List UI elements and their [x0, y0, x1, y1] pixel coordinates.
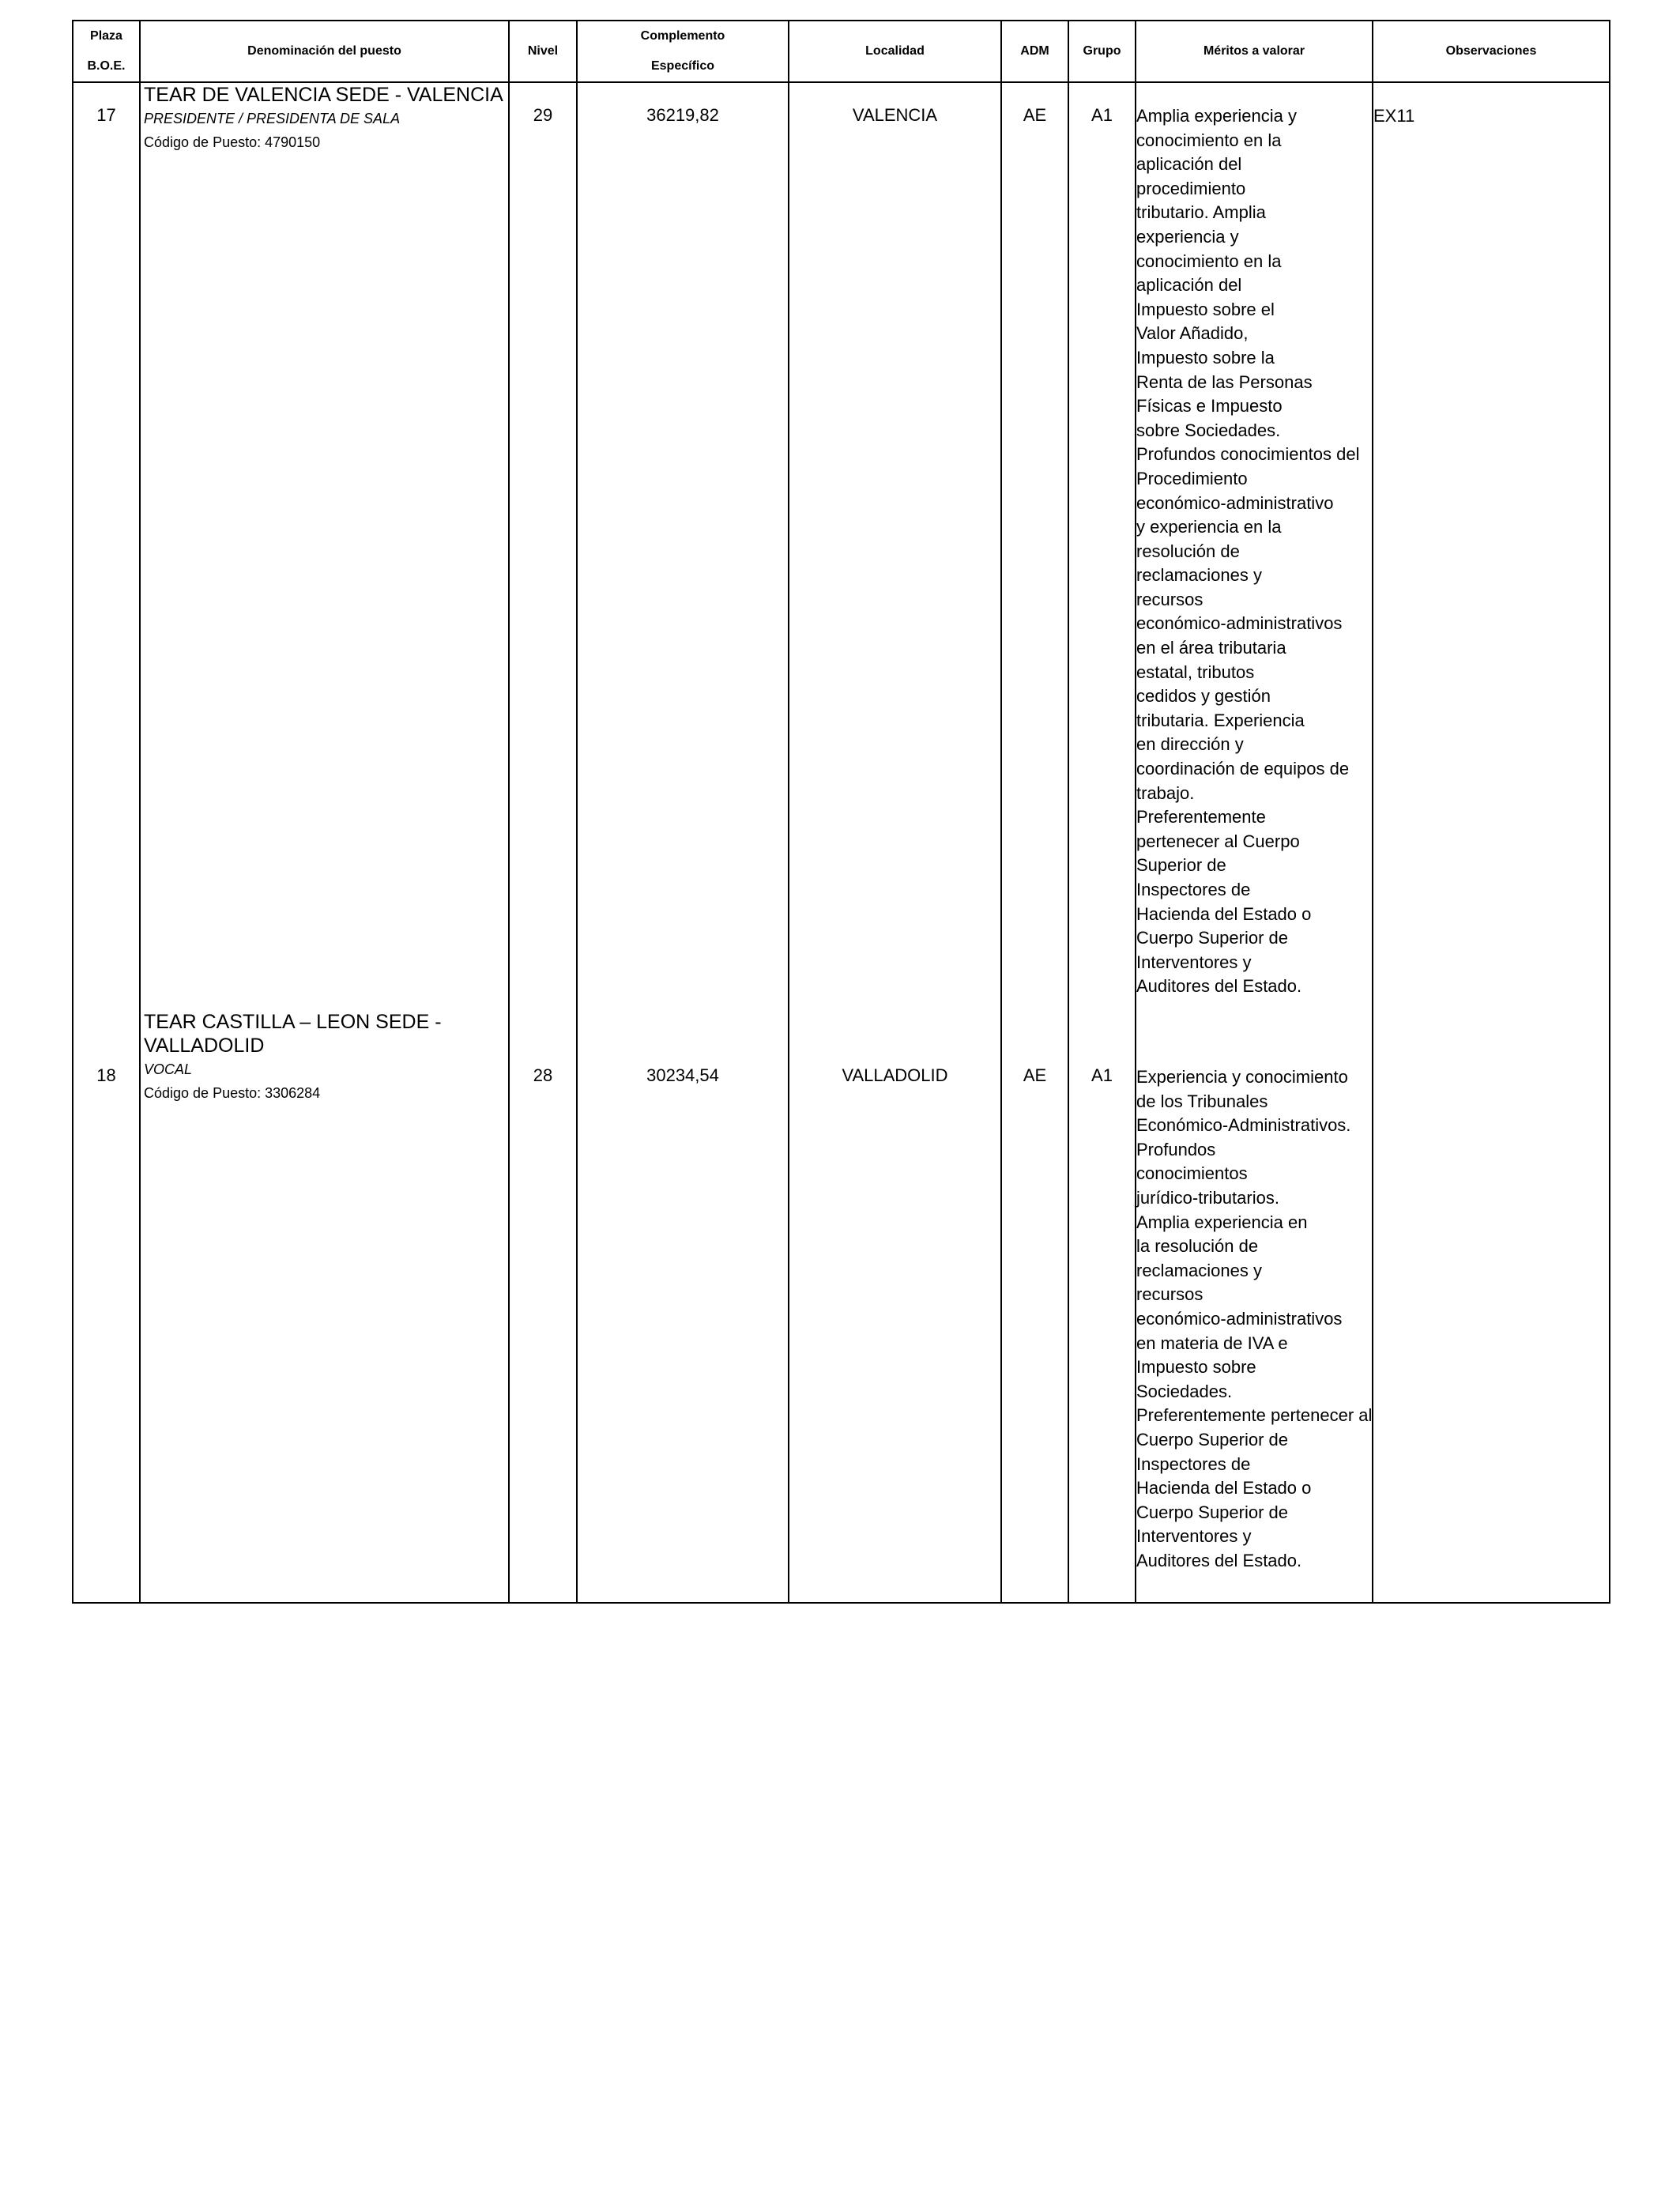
meritos-line: Cuerpo Superior de — [1136, 928, 1289, 948]
observaciones-cell — [1373, 82, 1610, 1016]
meritos-line: Cuerpo Superior de — [1136, 1502, 1289, 1522]
meritos-line: jurídico-tributarios. — [1136, 1187, 1279, 1208]
adm-cell — [1001, 82, 1068, 1016]
meritos-line: Hacienda del Estado o — [1136, 1478, 1312, 1498]
header-plaza-line1: Plaza — [90, 29, 122, 43]
meritos-line: Procedimiento — [1136, 468, 1248, 488]
meritos-line: estatal, tributos — [1136, 662, 1255, 682]
unidad-title-line2: VALLADOLID — [144, 1035, 265, 1057]
meritos-line: Interventores y — [1136, 1526, 1252, 1547]
meritos-line: aplicación del — [1136, 154, 1242, 175]
meritos-line: Amplia experiencia y — [1136, 106, 1297, 126]
nivel-value: 29 — [533, 105, 553, 125]
localidad-cell — [789, 82, 1001, 1016]
localidad-value: VALENCIA — [852, 105, 938, 125]
plaza-number: 18 — [96, 1065, 116, 1085]
header-complemento-line1: Complemento — [640, 29, 725, 43]
meritos-line: y experiencia en la — [1136, 517, 1282, 537]
meritos-line: en materia de IVA e — [1136, 1333, 1288, 1353]
table-row — [73, 82, 1610, 1016]
unidad-title: TEAR CASTILLA – LEON SEDE - — [144, 1011, 442, 1033]
codigo-puesto: Código de Puesto: 3306284 — [144, 1085, 321, 1101]
table-row — [73, 1016, 1610, 1603]
meritos-line: experiencia y — [1136, 226, 1239, 247]
meritos-line: Amplia experiencia en — [1136, 1212, 1308, 1232]
meritos-line: Impuesto sobre — [1136, 1357, 1256, 1378]
nivel-cell — [509, 1016, 577, 1603]
meritos-text — [1136, 1065, 1372, 1573]
observaciones-cell — [1373, 1016, 1610, 1603]
grupo-cell — [1068, 82, 1136, 1016]
meritos-line: Valor Añadido, — [1136, 323, 1249, 344]
meritos-cell — [1136, 1016, 1373, 1603]
header-denominacion: Denominación del puesto — [140, 21, 509, 82]
meritos-line: coordinación de equipos de — [1136, 759, 1350, 779]
unidad-title: TEAR DE VALENCIA SEDE - VALENCIA — [144, 84, 503, 106]
meritos-line: cedidos y gestión — [1136, 686, 1271, 707]
plazas-table — [72, 20, 1610, 1604]
meritos-text — [1136, 104, 1372, 999]
meritos-line: conocimientos — [1136, 1163, 1248, 1184]
meritos-line: Experiencia y conocimiento — [1136, 1067, 1348, 1087]
meritos-line: económico-administrativos — [1136, 613, 1343, 634]
meritos-line: reclamaciones y — [1136, 565, 1262, 586]
meritos-line: sobre Sociedades. — [1136, 420, 1281, 440]
header-adm: ADM — [1001, 21, 1068, 82]
nivel-cell — [509, 82, 577, 1016]
meritos-line: recursos — [1136, 589, 1203, 609]
meritos-line: Auditores del Estado. — [1136, 976, 1302, 997]
meritos-line: Hacienda del Estado o — [1136, 903, 1312, 924]
meritos-line: trabajo. — [1136, 782, 1195, 803]
header-grupo: Grupo — [1068, 21, 1136, 82]
meritos-line: Preferentemente — [1136, 807, 1266, 827]
complemento-value: 36219,82 — [646, 105, 719, 125]
meritos-line: Inspectores de — [1136, 1453, 1251, 1474]
adm-value: AE — [1023, 1065, 1047, 1085]
header-complemento — [577, 21, 789, 82]
localidad-cell — [789, 1016, 1001, 1603]
denominacion-cell — [140, 82, 509, 1016]
nivel-value: 28 — [533, 1065, 553, 1085]
header-observaciones: Observaciones — [1373, 21, 1610, 82]
meritos-line: Impuesto sobre la — [1136, 347, 1275, 368]
meritos-line: Profundos — [1136, 1139, 1216, 1159]
localidad-value: VALLADOLID — [842, 1065, 948, 1085]
meritos-line: la resolución de — [1136, 1236, 1259, 1257]
meritos-line: en el área tributaria — [1136, 638, 1286, 658]
header-complemento-line2: Específico — [650, 59, 715, 73]
grupo-value: A1 — [1091, 105, 1113, 125]
meritos-line: Interventores y — [1136, 952, 1252, 972]
meritos-line: pertenecer al Cuerpo — [1136, 831, 1300, 851]
meritos-cell — [1136, 82, 1373, 1016]
meritos-line: económico-administrativo — [1136, 492, 1334, 513]
header-plaza-line2: B.O.E. — [87, 59, 126, 73]
plaza-cell — [73, 1016, 140, 1603]
adm-cell — [1001, 1016, 1068, 1603]
meritos-line: Económico-Administrativos. — [1136, 1115, 1351, 1136]
meritos-line: tributario. Amplia — [1136, 202, 1266, 223]
header-nivel: Nivel — [509, 21, 577, 82]
meritos-line: reclamaciones y — [1136, 1260, 1262, 1280]
complemento-cell — [577, 82, 789, 1016]
meritos-line: Auditores del Estado. — [1136, 1550, 1302, 1570]
meritos-line: Renta de las Personas — [1136, 371, 1313, 392]
grupo-value: A1 — [1091, 1065, 1113, 1085]
table-header — [73, 21, 1610, 82]
meritos-line: Físicas e Impuesto — [1136, 396, 1283, 417]
meritos-line: conocimiento en la — [1136, 251, 1282, 271]
plaza-number: 17 — [96, 105, 116, 125]
puesto-name: PRESIDENTE / PRESIDENTA DE SALA — [144, 111, 401, 126]
meritos-line: tributaria. Experiencia — [1136, 710, 1305, 730]
meritos-line: Preferentemente pertenecer al — [1136, 1405, 1373, 1426]
plaza-cell — [73, 82, 140, 1016]
adm-value: AE — [1023, 105, 1047, 125]
meritos-line: Impuesto sobre el — [1136, 299, 1275, 319]
meritos-line: Cuerpo Superior de — [1136, 1429, 1289, 1449]
meritos-line: conocimiento en la — [1136, 130, 1282, 150]
meritos-line: Inspectores de — [1136, 880, 1251, 899]
meritos-line: en dirección y — [1136, 734, 1244, 755]
meritos-line: recursos — [1136, 1284, 1203, 1305]
meritos-line: aplicación del — [1136, 275, 1242, 296]
complemento-cell — [577, 1016, 789, 1603]
denominacion-cell — [140, 1011, 509, 1603]
meritos-line: Sociedades. — [1136, 1381, 1233, 1401]
puesto-name: VOCAL — [144, 1061, 193, 1077]
header-meritos: Méritos a valorar — [1136, 21, 1373, 82]
grupo-cell — [1068, 1016, 1136, 1603]
meritos-line: Profundos conocimientos del — [1136, 444, 1360, 465]
observaciones-value: EX11 — [1373, 106, 1415, 126]
header-plaza — [73, 21, 140, 82]
complemento-value: 30234,54 — [646, 1065, 719, 1085]
meritos-line: procedimiento — [1136, 178, 1246, 198]
meritos-line: resolución de — [1136, 541, 1240, 561]
header-localidad: Localidad — [789, 21, 1001, 82]
codigo-puesto: Código de Puesto: 4790150 — [144, 134, 321, 150]
meritos-line: de los Tribunales — [1136, 1091, 1268, 1111]
meritos-line: económico-administrativos — [1136, 1308, 1343, 1329]
meritos-line: Superior de — [1136, 855, 1226, 876]
